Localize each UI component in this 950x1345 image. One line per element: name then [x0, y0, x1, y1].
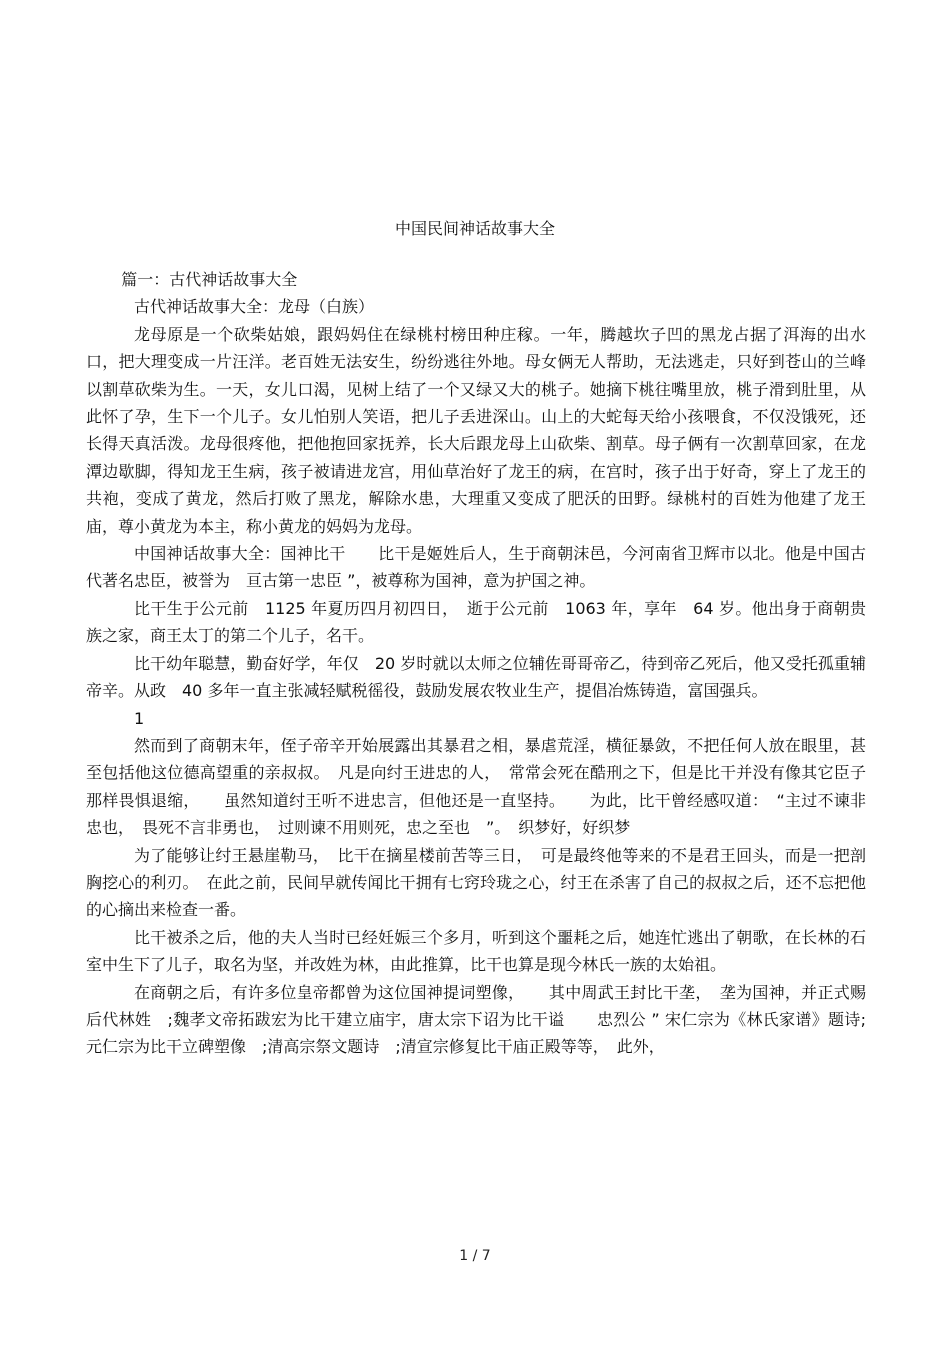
paragraph: 比干生于公元前 1125 年夏历四月初四日， 逝于公元前 1063 年，享年 64 岁。他出身于商朝贵族之家，商王太丁的第二个儿子，名干。 [86, 598, 866, 646]
document-title: 中国民间神话故事大全 [394, 219, 555, 238]
section-heading: 篇一：古代神话故事大全 [121, 270, 298, 289]
page-number: 1 / 7 [459, 1248, 491, 1264]
paragraph: 比干幼年聪慧，勤奋好学，年仅 20 岁时就以太师之位辅佐哥哥帝乙，待到帝乙死后，他又受托孤重辅帝辛。从政 40 多年一直主张减轻赋税徭役，鼓励发展农牧业生产，提倡冶炼铸造，富国强兵。 [86, 653, 866, 701]
subheading: 古代神话故事大全：龙母（白族） [134, 297, 375, 317]
document-body [86, 266, 866, 1061]
paragraph: 在商朝之后，有许多位皇帝都曾为这位国神提词塑像， 其中周武王封比干垄， 垄为国神，并正式赐后代林姓 ;魏孝文帝拓跋宏为比干建立庙宇，唐太宗下诏为比干谥 忠烈公 ” 宋仁宗为《林氏家谱》题诗;元仁宗为比干立碑塑像 ;清高宗祭文题诗 ;清宣宗修复比干庙正殿等等， 此外， [86, 982, 866, 1057]
paragraph: 然而到了商朝末年，侄子帝辛开始展露出其暴君之相，暴虐荒淫，横征暴敛，不把任何人放在眼里，甚至包括他这位德高望重的亲叔叔。 凡是向纣王进忠的人， 常常会死在酷刑之下，但是比干并没有像其它臣子那样畏惧退缩， 虽然知道纣王听不进忠言，但他还是一直坚持。 为此，比干曾经感叹道： “主过不谏非忠也， 畏死不言非勇也， 过则谏不用则死，忠之至也 ”。 织梦好，好织梦 [86, 735, 866, 838]
paragraph: 中国神话故事大全：国神比干 比干是姬姓后人，生于商朝沫邑，今河南省卫辉市以北。他是中国古代著名忠臣，被誉为 亘古第一忠臣 ”，被尊称为国神，意为护国之神。 [86, 544, 866, 591]
paragraph: 为了能够让纣王悬崖勒马， 比干在摘星楼前苦等三日， 可是最终他等来的不是君王回头，而是一把剖胸挖心的利刃。 在此之前，民间早就传闻比干拥有七窍玲珑之心，纣王在杀害了自己的叔叔之后，还不忘把他的心摘出来检查一番。 [86, 845, 866, 920]
paragraph: 比干被杀之后，他的夫人当时已经妊娠三个多月，听到这个噩耗之后，她连忙逃出了朝歌，在长林的石室中生下了儿子，取名为坚，并改姓为林，由此推算，比干也算是现今林氏一族的太始祖。 [86, 927, 866, 975]
paragraph: 1 [134, 708, 145, 728]
paragraph: 龙母原是一个砍柴姑娘，跟妈妈住在绿桃村榜田种庄稼。一年，腾越坎子凹的黑龙占据了洱海的出水口，把大理变成一片汪洋。老百姓无法安生，纷纷逃往外地。母女俩无人帮助，无法逃走，只好到苍山的兰峰以割草砍柴为生。一天，女儿口渴，见树上结了一个又绿又大的桃子。她摘下桃往嘴里放，桃子滑到肚里，从此怀了孕，生下一个儿子。女儿怕别人笑语，把儿子丢进深山。山上的大蛇每天给小孩喂食，不仅没饿死，还长得天真活泼。龙母很疼他，把他抱回家抚养，长大后跟龙母上山砍柴、割草。母子俩有一次割草回家，在龙潭边歇脚，得知龙王生病，孩子被请进龙宫，用仙草治好了龙王的病，在宫时，孩子出于好奇，穿上了龙王的共袍，变成了黄龙，然后打败了黑龙，解除水患，大理重又变成了肥沃的田野。绿桃村的百姓为他建了龙王庙，尊小黄龙为本主，称小黄龙的妈妈为龙母。 [86, 324, 866, 536]
